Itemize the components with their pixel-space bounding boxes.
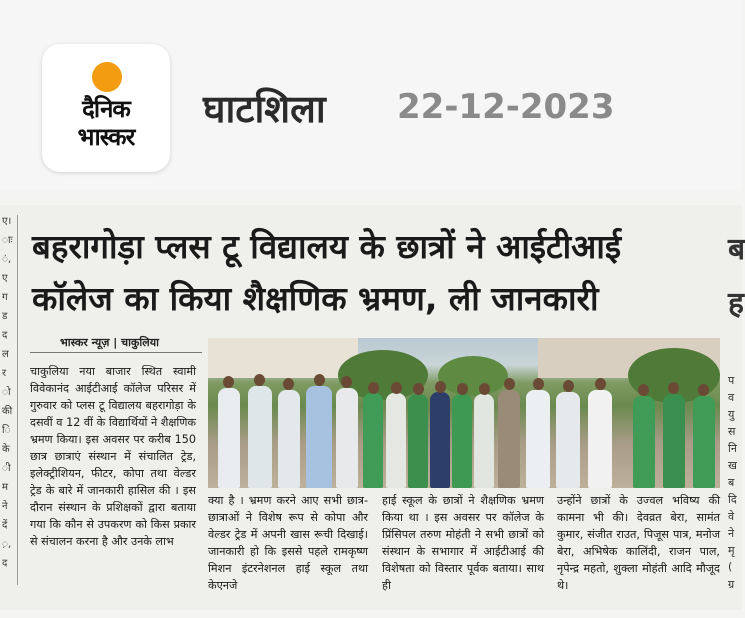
photo-person — [588, 390, 612, 488]
edition-city: घाटशिला — [203, 87, 326, 131]
right-fragment: मृ — [728, 544, 735, 557]
headline-line1: बहरागोड़ा प्लस टू विद्यालय के छात्रों ने आईटीआई — [32, 227, 622, 266]
photo-head — [341, 376, 352, 388]
left-fragment: ए। — [2, 216, 12, 227]
photo-head — [314, 374, 325, 386]
right-fragment: ने — [728, 527, 735, 540]
photo-person — [306, 386, 332, 488]
article-text: चाकुलिया नया बाजार स्थित स्वामी विवेकानंद आईटीआई कॉलेज परिसर में गुरुवार को प्लस टू विद्यालय बहरागोड़ा के दसवीं व 12 वीं के विद्यार्थियों ने शैक्षणिक भ्रमण किया। इस अवसर पर करीब 150 छात्र छात्राएं संस्थान में संचालित ट्रेड, इलेक्ट्रीशियन, फीटर, कोपा तथा वेल्डर ट्रेड के बारे में जानकारी हासिल की । इस दौरान संस्थान के प्रशिक्षकों द्वारा बताया गया कि कौन से उपकरण को किस प्रकार से संचालन करना है और उनके लाभ — [30, 365, 196, 548]
article-text: उन्होंने छात्रों के उज्वल भविष्य की कामना भी की। देवव्रत बेरा, सामंत कुमार, संजीत राउत, पिजूस पात्र, मनोज बेरा, अभिषेक कालिंदी, राजन पाल, नृपेन्द्र महतो, शुक्ला मोहंती आदि मौजूद थे। — [557, 494, 720, 592]
headline-line2: कॉलेज का किया शैक्षणिक भ्रमण, ली जानकारी — [32, 279, 599, 318]
photo-person — [336, 388, 358, 488]
photo-person — [556, 392, 580, 488]
left-fragment: ो — [2, 387, 11, 398]
logo-text-line1: दैनिक — [82, 95, 130, 123]
left-fragment: ि — [2, 425, 11, 436]
photo-head — [223, 376, 234, 388]
photo-head — [698, 384, 709, 396]
photo-person — [278, 390, 300, 488]
left-fragment: की — [2, 406, 13, 417]
left-fragment: ड — [2, 311, 8, 322]
left-fragment: म — [2, 482, 8, 493]
photo-head — [504, 378, 515, 390]
photo-head — [435, 381, 446, 393]
left-fragment: द — [2, 330, 8, 341]
photo-person — [526, 390, 550, 488]
photo-head — [595, 378, 606, 390]
byline: भास्कर न्यूज़ | चाकुलिया — [60, 336, 159, 349]
left-fragment: ाः — [2, 235, 13, 246]
right-fragment: व — [728, 391, 735, 404]
group-photo — [208, 338, 720, 488]
byline-rule — [30, 352, 202, 353]
photo-head — [391, 382, 402, 394]
photo-person — [498, 390, 520, 488]
right-fragment: ब — [728, 476, 735, 489]
article-column-4 — [557, 492, 720, 594]
photo-person — [363, 393, 383, 488]
newspaper-clipping — [0, 205, 745, 610]
left-fragment: के — [2, 444, 10, 455]
column-rule — [17, 215, 18, 585]
adjacent-article-right — [726, 205, 745, 605]
left-fragment: ने — [2, 501, 8, 512]
photo-tree — [438, 356, 508, 396]
left-fragment: ग — [2, 292, 8, 303]
photo-building — [208, 338, 358, 378]
edition-date: 22-12-2023 — [397, 87, 615, 127]
right-fragment: यु — [728, 408, 735, 421]
right-fragment: वे — [728, 510, 735, 523]
dainik-bhaskar-logo — [42, 44, 170, 172]
right-fragment: दि — [728, 493, 737, 506]
photo-head — [457, 383, 468, 395]
left-fragment: द — [2, 558, 8, 569]
right-fragment: प — [728, 374, 735, 387]
photo-person — [633, 396, 655, 488]
photo-person — [386, 393, 406, 488]
right-fragment: स — [728, 425, 736, 438]
article-column-2 — [208, 492, 368, 594]
left-fragment: ल — [2, 349, 9, 360]
left-fragment: ी — [2, 463, 11, 474]
photo-person — [474, 394, 494, 488]
left-fragment: दें — [2, 520, 8, 531]
photo-person — [408, 394, 428, 488]
logo-sun-icon — [92, 62, 122, 92]
photo-head — [283, 378, 294, 390]
article-text: हाई स्कूल के छात्रों ने शैक्षणिक भ्रमण किया था । इस अवसर पर कॉलेज के प्रिंसिपल तरुण मोहंती ने सभी छात्रों को संस्थान के सभागार में आईटीआई की विशेषता को विस्तार पूर्वक बताया। साथ ही — [382, 494, 544, 592]
photo-head — [254, 374, 265, 386]
right-headline-fragment: ह — [728, 286, 744, 321]
photo-person — [452, 394, 472, 488]
logo-text-line2: भास्कर — [77, 123, 135, 151]
article-text: क्या है । भ्रमण करने आए सभी छात्र-छात्राओं ने विशेष रूप से कोपा और वेल्डर ट्रेड में अपनी खास रूची दिखाई। जानकारी हो कि इससे पहले रामकृष्ण मिशन इंटरनेशनल हाई स्कूल तथा केएनजे — [208, 494, 368, 592]
photo-head — [668, 382, 679, 394]
photo-person — [663, 394, 685, 488]
left-fragment: र — [2, 368, 7, 379]
left-fragment: ़, — [2, 539, 12, 550]
right-fragment: ग्र — [728, 578, 735, 591]
right-fragment: ( — [728, 560, 733, 573]
photo-person — [218, 388, 240, 488]
photo-person — [430, 392, 450, 488]
right-fragment: ख — [728, 459, 737, 472]
photo-head — [638, 384, 649, 396]
photo-head — [479, 383, 490, 395]
photo-person — [693, 396, 715, 488]
photo-head — [563, 380, 574, 392]
adjacent-article-left — [0, 205, 14, 595]
right-headline-fragment: ब — [728, 232, 745, 267]
article-column-3 — [382, 492, 544, 594]
photo-head — [533, 378, 544, 390]
article-column-1 — [30, 363, 196, 550]
right-fragment: नि — [728, 442, 737, 455]
header-bar — [0, 0, 742, 190]
photo-person — [248, 386, 272, 488]
left-fragment: ं, — [2, 254, 12, 265]
photo-head — [368, 382, 379, 394]
left-fragment: ए — [2, 273, 8, 284]
photo-head — [413, 383, 424, 395]
